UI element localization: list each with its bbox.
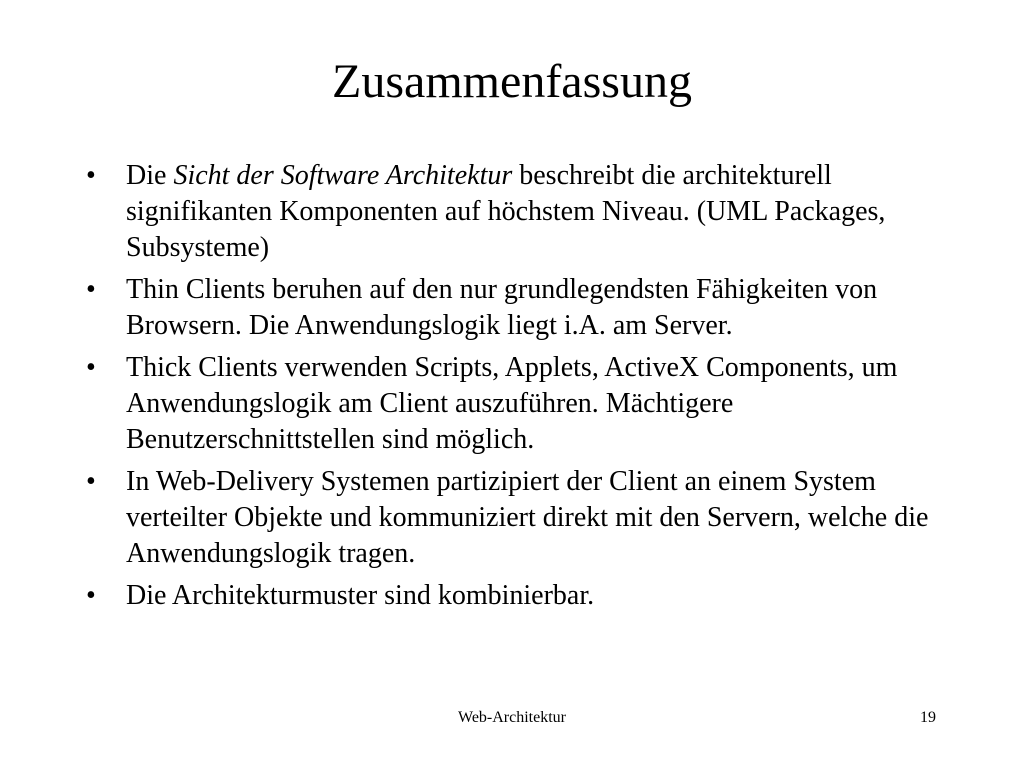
slide-title: Zusammenfassung xyxy=(332,55,692,108)
bullet-icon: • xyxy=(86,352,96,383)
bullet-icon: • xyxy=(86,466,96,497)
page-number: 19 xyxy=(920,709,936,726)
bullet-item-5 xyxy=(86,578,956,614)
bullet-item-3 xyxy=(86,350,956,458)
bullet-text: Thick Clients verwenden Scripts, Applets, ActiveX Components, um Anwendungslogik am Client auszuführen. Mächtigere Benutzerschnittstellen sind möglich. xyxy=(126,352,898,455)
bullet-icon: • xyxy=(86,274,96,305)
bullet-item-4 xyxy=(86,464,956,572)
bullet-text: Thin Clients beruhen auf den nur grundlegendsten Fähigkeiten von Browsern. Die Anwendungslogik liegt i.A. am Server. xyxy=(126,274,878,341)
bullet-text: Die Architekturmuster sind kombinierbar. xyxy=(126,580,595,611)
bullet-item-2 xyxy=(86,272,956,344)
bullet-icon: • xyxy=(86,580,96,611)
footer-title: Web-Architektur xyxy=(458,709,566,726)
bullet-text: In Web-Delivery Systemen partizipiert der Client an einem System verteilter Objekte und kommuniziert direkt mit den Servern, welche die Anwendungslogik tragen. xyxy=(126,466,929,569)
bullet-item-1 xyxy=(86,158,956,266)
bullet-text-emphasis: Sicht der Software Architektur xyxy=(173,160,513,191)
bullet-icon: • xyxy=(86,160,96,191)
bullet-text-before: Die xyxy=(126,160,174,191)
bullet-text-after: beschreibt die architekturell signifikanten Komponenten auf höchstem Niveau. (UML Packages, Subsysteme) xyxy=(126,160,886,263)
bullet-list xyxy=(86,158,956,620)
